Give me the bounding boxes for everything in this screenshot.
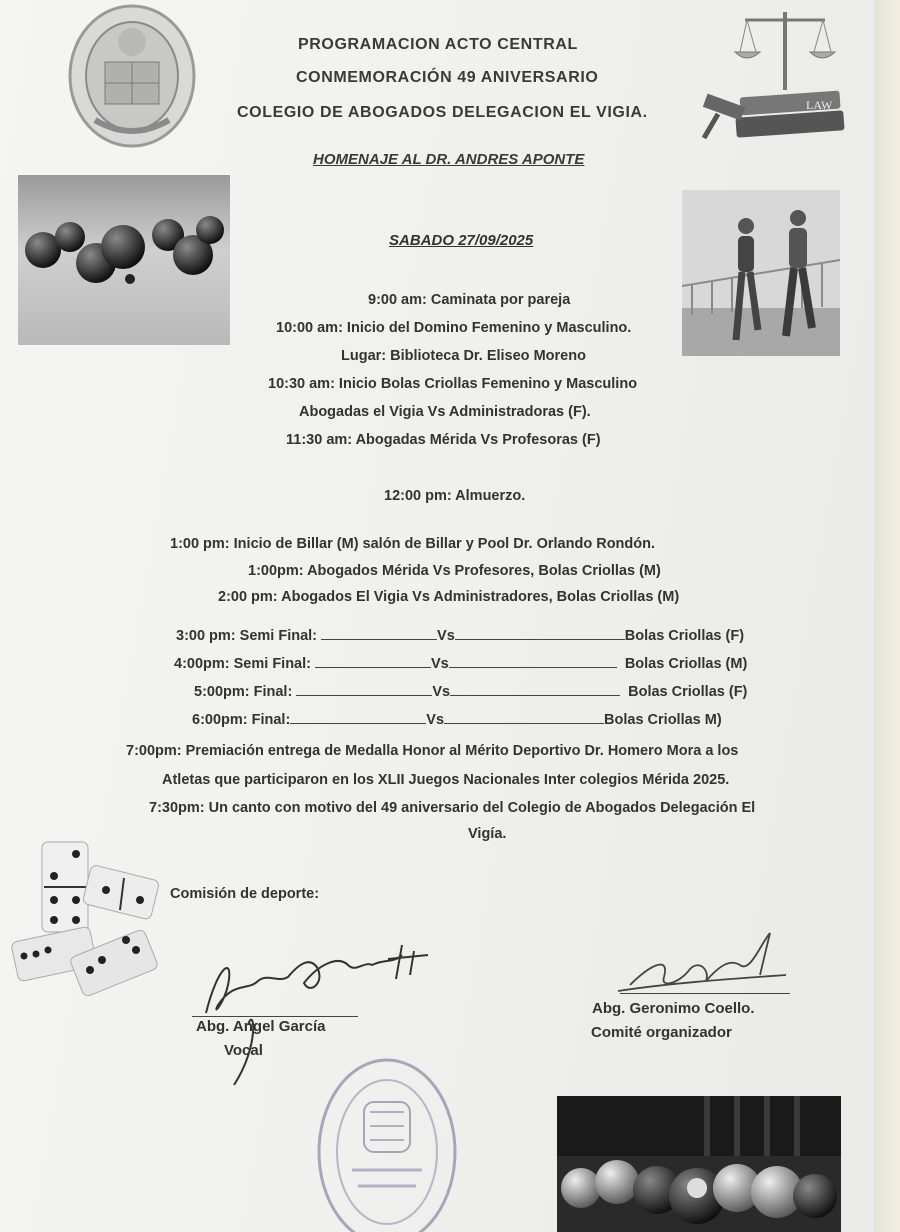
schedule-line: 10:00 am: Inicio del Domino Femenino y Masculino. [276,320,632,336]
match-event: Bolas Criollas (F) [628,684,748,700]
closing-line: Vigía. [468,826,507,842]
schedule-line: 1:00pm: Abogados Mérida Vs Profesores, Bolas Criollas (M) [248,563,661,579]
team-blank [450,681,620,696]
team-blank [449,653,617,668]
closing-line: 7:30pm: Un canto con motivo del 49 aniversario del Colegio de Abogados Delegación El [149,800,756,816]
official-seal-stamp [312,1052,462,1232]
schedule-line: 9:00 am: Caminata por pareja [368,292,571,308]
match-label: 4:00pm: Semi Final: [174,656,311,672]
anniversary-title: CONMEMORACIÓN 49 ANIVERSARIO [296,69,599,86]
match-row [194,681,747,700]
match-row [176,625,744,644]
schedule-line: 2:00 pm: Abogados El Vigia Vs Administradores, Bolas Criollas (M) [218,589,680,605]
vs-label: Vs [431,656,449,672]
schedule-line: 10:30 am: Inicio Bolas Criollas Femenino y Masculino [268,376,638,392]
team-blank [296,681,432,696]
law-book-label: LAW [806,98,833,112]
runners-photo [682,190,840,356]
team-blank [315,653,431,668]
bocce-balls-photo [18,175,230,345]
schedule-line: Abogadas el Vigia Vs Administradoras (F). [299,404,591,420]
college-title: COLEGIO DE ABOGADOS DELEGACION EL VIGIA. [237,104,648,121]
signature-line-right [620,993,790,994]
billiard-balls-photo [557,1096,841,1232]
commission-label: Comisión de deporte: [170,886,320,902]
team-blank [444,709,604,724]
page-edge [874,0,900,1232]
signature-line-left [192,1016,358,1017]
closing-line: Atletas que participaron en los XLII Juegos Nacionales Inter colegios Mérida 2025. [162,772,730,788]
vs-label: Vs [432,684,451,700]
right-signer-name: Abg. Geronimo Coello. [592,1000,755,1017]
match-row [174,653,747,672]
left-signer-role: Vocal [224,1042,263,1059]
program-title: PROGRAMACION ACTO CENTRAL [298,36,578,53]
right-signer-role: Comité organizador [591,1024,732,1041]
domino-tiles-icon [10,838,170,996]
team-blank [321,625,437,640]
event-date: SABADO 27/09/2025 [389,232,534,249]
match-label: 6:00pm: Final: [192,712,291,728]
team-blank [455,625,625,640]
match-event: Bolas Criollas (M) [624,656,748,672]
team-blank [290,709,426,724]
schedule-line: 11:30 am: Abogadas Mérida Vs Profesoras (F) [286,432,601,448]
vs-label: Vs [437,628,455,644]
schedule-line: Lugar: Biblioteca Dr. Eliseo Moreno [341,348,586,364]
college-emblem-icon [65,2,200,152]
match-event: Bolas Criollas M) [604,712,722,728]
schedule-line: 1:00 pm: Inicio de Billar (M) salón de Billar y Pool Dr. Orlando Rondón. [170,536,656,552]
match-row [192,709,722,728]
left-signer-name: Abg. Angel García [196,1018,326,1035]
scales-of-justice-icon [700,2,850,142]
schedule-line: 12:00 pm: Almuerzo. [384,488,526,504]
match-label: 5:00pm: Final: [194,684,293,700]
homage-heading: HOMENAJE AL DR. ANDRES APONTE [313,151,585,168]
match-label: 3:00 pm: Semi Final: [176,628,318,644]
match-event: Bolas Criollas (F) [624,628,745,644]
vs-label: Vs [426,712,445,728]
closing-line: 7:00pm: Premiación entrega de Medalla Honor al Mérito Deportivo Dr. Homero Mora a los [126,743,739,759]
